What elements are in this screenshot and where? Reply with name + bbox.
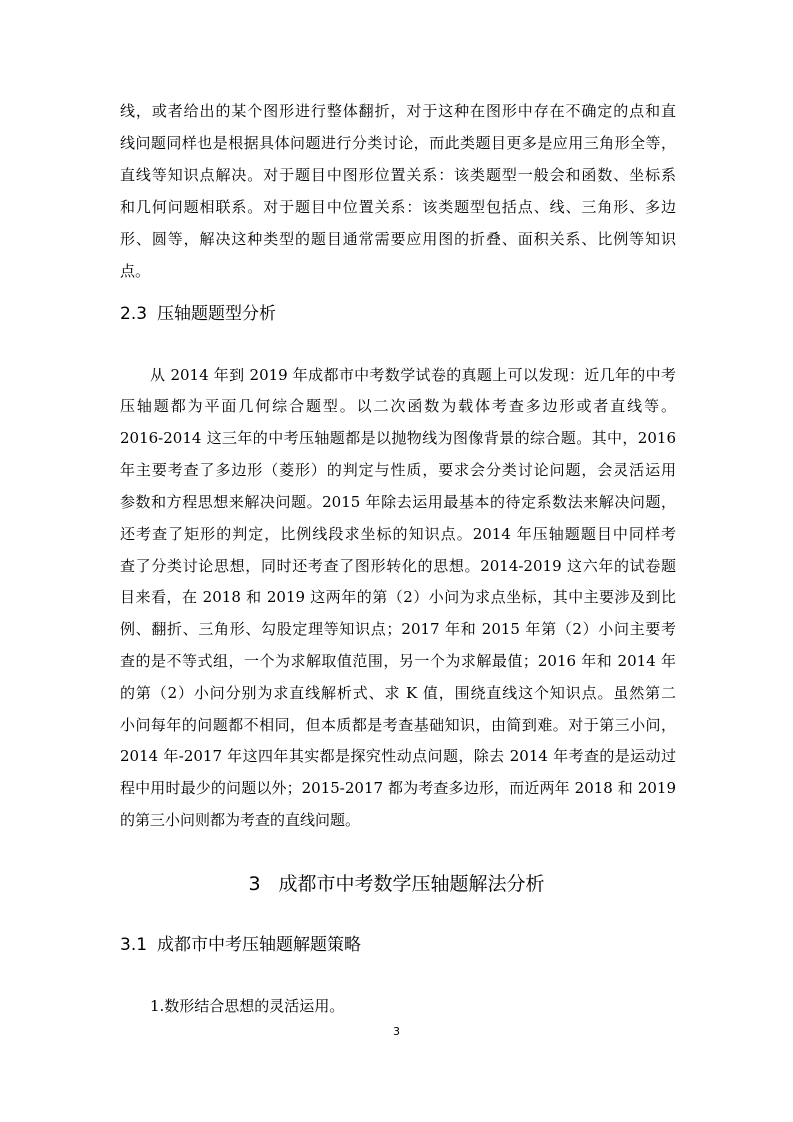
paragraph-line: 直线等知识点解决。对于题目中图形位置关系：该类题型一般会和函数、坐标系 [120,166,676,184]
section-heading [120,934,361,956]
paragraph-line: 2014 年-2017 年这四年其实都是探究性动点问题，除去 2014 年考查的是运动过 [120,747,676,765]
paragraph-line: 形、圆等，解决这种类型的题目通常需要应用图的折叠、面积关系、比例等知识 [120,230,676,248]
chapter-title: 成都市中考数学压轴题解法分析 [278,873,545,895]
paragraph-line: 线，或者给出的某个图形进行整体翻折，对于这种在图形中存在不确定的点和直 [120,102,676,120]
list-item: 1.数形结合思想的灵活运用。 [150,997,345,1015]
paragraph-line: 例、翻折、三角形、勾股定理等知识点；2017 年和 2015 年第（2）小问主要考 [120,620,676,638]
section-number: 2.3 [120,304,148,324]
paragraph-line: 的第（2）小问分别为求直线解析式、求 K 值，围绕直线这个知识点。虽然第二 [120,684,676,702]
paragraph-line: 参数和方程思想来解决问题。2015 年除去运用最基本的待定系数法来解决问题， [120,493,676,511]
chapter-heading [0,872,793,896]
paragraph-line: 小问每年的问题都不相同，但本质都是考查基础知识，由简到难。对于第三小问， [120,716,676,734]
paragraph-line: 压轴题都为平面几何综合题型。以二次函数为载体考查多边形或者直线等。 [120,397,676,415]
section-title: 压轴题题型分析 [157,304,277,324]
paragraph-line: 目来看，在 2018 和 2019 这两年的第（2）小问为求点坐标，其中主要涉及到比 [120,588,676,606]
paragraph-line: 从 2014 年到 2019 年成都市中考数学试卷的真题上可以发现：近几年的中考 [150,366,676,384]
section-heading [120,303,276,325]
paragraph-line: 2016-2014 这三年的中考压轴题都是以抛物线为图像背景的综合题。其中，2016 [120,429,676,447]
paragraph-line: 年主要考查了多边形（菱形）的判定与性质，要求会分类讨论问题，会灵活运用 [120,461,676,479]
paragraph-line: 程中用时最少的问题以外；2015-2017 都为考查多边形，而近两年 2018 和 2019 [120,779,676,797]
section-number: 3.1 [120,935,148,955]
paragraph-line: 还考查了矩形的判定，比例线段求坐标的知识点。2014 年压轴题题目中同样考 [120,525,676,543]
paragraph-line: 查了分类讨论思想，同时还考查了图形转化的思想。2014-2019 这六年的试卷题 [120,557,676,575]
paragraph-line: 线问题同样也是根据具体问题进行分类讨论，而此类题目更多是应用三角形全等， [120,134,676,152]
chapter-number: 3 [248,873,261,895]
paragraph-line: 查的是不等式组，一个为求解取值范围，另一个为求解最值；2016 年和 2014 年 [120,652,676,670]
page-number: 3 [393,1025,400,1038]
section-title: 成都市中考压轴题解题策略 [157,935,362,955]
paragraph-line: 和几何问题相联系。对于题目中位置关系：该类题型包括点、线、三角形、多边 [120,198,676,216]
paragraph-line: 的第三小问则都为考查的直线问题。 [120,811,361,829]
paragraph-line: 点。 [120,262,151,280]
